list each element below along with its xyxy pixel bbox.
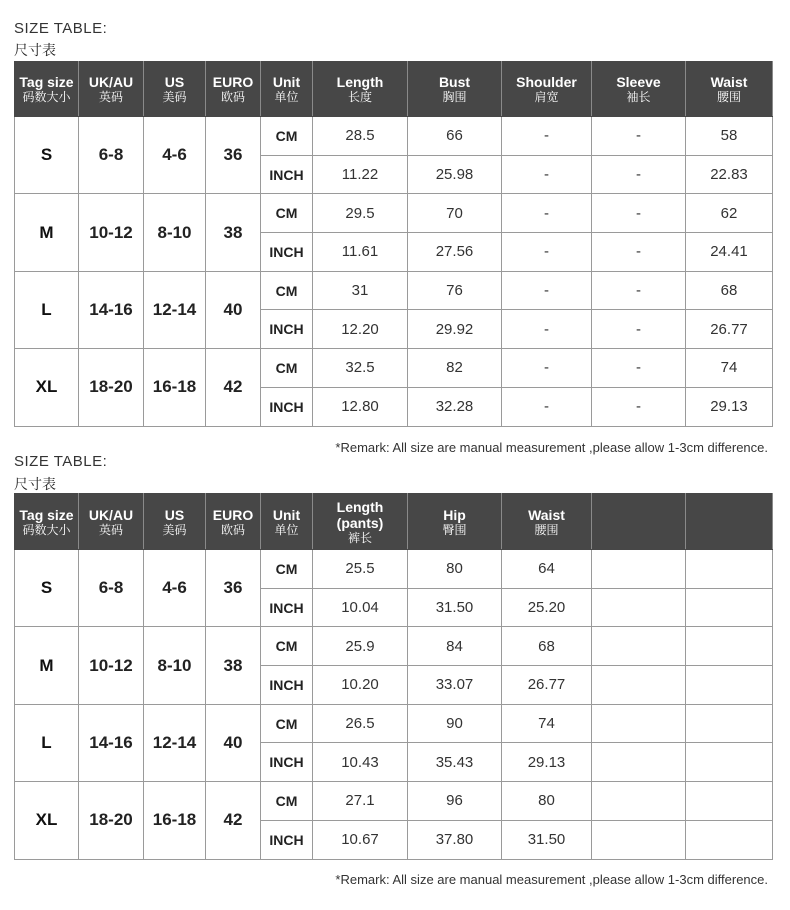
column-header-en: Unit [272,74,301,90]
column-header-en: Bust [438,74,471,90]
euro-cell: 38 [206,627,261,704]
value-cell [592,820,686,859]
column-header [502,62,592,117]
euro-cell: 40 [206,271,261,348]
header-row [15,494,773,550]
column-header-cn: 英码 [98,522,123,537]
column-header-cn: 腰围 [716,90,741,104]
value-cell: - [592,349,686,388]
us-cell: 12-14 [144,271,206,348]
value-cell [686,743,773,782]
value-cell: - [592,155,686,194]
us-cell: 4-6 [144,117,206,194]
us-cell: 8-10 [144,194,206,271]
value-cell: 10.04 [313,588,408,627]
value-cell: - [592,310,686,349]
unit-cell: INCH [261,743,313,782]
column-header [261,62,313,117]
value-cell [592,588,686,627]
column-header-en: EURO [212,74,254,90]
table-row [15,550,773,589]
unit-cell: INCH [261,588,313,627]
value-cell: - [502,271,592,310]
size-table-top [14,61,773,427]
unit-cell: CM [261,194,313,233]
value-cell: 26.77 [502,666,592,705]
uk-au-cell: 10-12 [79,627,144,704]
value-cell [592,704,686,743]
column-header-cn: 裤长 [347,530,372,545]
tag-size-cell: S [15,117,79,194]
table2-remark: *Remark: All size are manual measurement ,please allow 1-3cm difference. [335,872,768,887]
table-row [15,194,773,233]
column-header-cn: 单位 [274,522,299,537]
value-cell [686,704,773,743]
value-cell: - [592,117,686,156]
value-cell: - [502,349,592,388]
column-header-en: Tag size [19,506,74,523]
column-header-en: Tag size [19,74,74,90]
value-cell [686,627,773,666]
unit-cell: INCH [261,387,313,426]
table-body [15,117,773,427]
unit-cell: CM [261,271,313,310]
value-cell: 62 [686,194,773,233]
value-cell: 74 [502,704,592,743]
value-cell: 10.67 [313,820,408,859]
euro-cell: 36 [206,550,261,627]
uk-au-cell: 14-16 [79,704,144,781]
unit-cell: INCH [261,310,313,349]
tag-size-cell: L [15,704,79,781]
value-cell: 58 [686,117,773,156]
unit-cell: INCH [261,155,313,194]
column-header [408,494,502,550]
column-header [144,62,206,117]
euro-cell: 36 [206,117,261,194]
value-cell: 25.98 [408,155,502,194]
euro-cell: 38 [206,194,261,271]
value-cell [592,627,686,666]
table-row [15,271,773,310]
column-header-en: Waist [528,506,565,523]
column-header-cn: 欧码 [220,90,245,104]
euro-cell: 40 [206,704,261,781]
column-header [592,62,686,117]
tag-size-cell: S [15,550,79,627]
column-header-cn: 欧码 [220,522,245,537]
column-header-cn: 腰围 [534,522,559,537]
value-cell: - [502,194,592,233]
value-cell: 29.92 [408,310,502,349]
value-cell: 80 [502,782,592,821]
value-cell: 68 [686,271,773,310]
column-header-en: Length [336,74,384,90]
unit-cell: CM [261,550,313,589]
column-header-cn: 码数大小 [22,90,71,104]
tag-size-cell: XL [15,349,79,426]
value-cell: 68 [502,627,592,666]
value-cell: 25.20 [502,588,592,627]
tag-size-cell: M [15,627,79,704]
column-header-cn: 英码 [98,90,123,104]
value-cell [592,782,686,821]
value-cell: - [592,233,686,272]
column-header [592,494,686,550]
value-cell: 35.43 [408,743,502,782]
value-cell: 32.5 [313,349,408,388]
column-header-en: Length (pants) [336,498,384,531]
column-header-en: Waist [710,74,748,90]
euro-cell: 42 [206,349,261,426]
tag-size-cell: M [15,194,79,271]
value-cell: 29.13 [502,743,592,782]
value-cell: 84 [408,627,502,666]
value-cell: 31.50 [408,588,502,627]
unit-cell: CM [261,117,313,156]
value-cell: 26.77 [686,310,773,349]
column-header [206,62,261,117]
us-cell: 16-18 [144,782,206,859]
value-cell: 27.56 [408,233,502,272]
column-header [313,62,408,117]
size-table-bottom [14,493,773,860]
value-cell: - [502,233,592,272]
column-header-en: Hip [443,506,466,523]
column-header-cn: 臀围 [442,522,467,537]
value-cell: - [502,155,592,194]
value-cell: - [502,310,592,349]
value-cell: 76 [408,271,502,310]
us-cell: 8-10 [144,627,206,704]
table-row [15,117,773,156]
column-header-cn: 美码 [162,522,187,537]
value-cell: 27.1 [313,782,408,821]
column-header [15,494,79,550]
uk-au-cell: 6-8 [79,550,144,627]
uk-au-cell: 10-12 [79,194,144,271]
column-header-cn: 胸围 [442,90,467,104]
euro-cell: 42 [206,782,261,859]
column-header-en: Unit [272,506,301,523]
value-cell [686,588,773,627]
header-row [15,62,773,117]
column-header-cn: 码数大小 [22,522,71,537]
value-cell: 12.80 [313,387,408,426]
value-cell [592,743,686,782]
value-cell: 90 [408,704,502,743]
value-cell: 31 [313,271,408,310]
value-cell: 24.41 [686,233,773,272]
value-cell: 12.20 [313,310,408,349]
table-row [15,704,773,743]
value-cell: - [592,194,686,233]
table1-remark: *Remark: All size are manual measurement ,please allow 1-3cm difference. [335,440,768,455]
column-header [313,494,408,550]
column-header-en: Shoulder [516,74,577,90]
value-cell: 28.5 [313,117,408,156]
unit-cell: CM [261,627,313,666]
value-cell: 22.83 [686,155,773,194]
column-header [79,62,144,117]
column-header [686,62,773,117]
unit-cell: INCH [261,820,313,859]
column-header [144,494,206,550]
uk-au-cell: 18-20 [79,349,144,426]
value-cell: 10.20 [313,666,408,705]
column-header-cn: 单位 [274,90,299,104]
value-cell: 66 [408,117,502,156]
value-cell: 31.50 [502,820,592,859]
us-cell: 16-18 [144,349,206,426]
value-cell: 82 [408,349,502,388]
value-cell: 74 [686,349,773,388]
value-cell: 29.13 [686,387,773,426]
value-cell [686,820,773,859]
table2-title-en: SIZE TABLE: [14,453,108,470]
value-cell: 96 [408,782,502,821]
table2-title-cn: 尺寸表 [14,476,56,492]
value-cell [686,666,773,705]
column-header-en: UK/AU [88,506,134,523]
column-header-en: US [164,506,185,523]
column-header [502,494,592,550]
value-cell: 26.5 [313,704,408,743]
value-cell: 70 [408,194,502,233]
column-header [79,494,144,550]
column-header-en: Sleeve [616,74,661,90]
value-cell: 25.9 [313,627,408,666]
value-cell [592,666,686,705]
value-cell [686,782,773,821]
uk-au-cell: 6-8 [79,117,144,194]
tag-size-cell: L [15,271,79,348]
value-cell: - [502,117,592,156]
column-header-en: EURO [212,506,254,523]
table1-title-en: SIZE TABLE: [14,20,108,37]
value-cell: 10.43 [313,743,408,782]
value-cell: - [502,387,592,426]
column-header [261,494,313,550]
column-header [408,62,502,117]
unit-cell: CM [261,704,313,743]
uk-au-cell: 18-20 [79,782,144,859]
column-header-cn: 肩宽 [534,90,559,104]
column-header-en: US [164,74,185,90]
unit-cell: CM [261,782,313,821]
value-cell: 32.28 [408,387,502,426]
value-cell: 11.61 [313,233,408,272]
table-row [15,627,773,666]
table-body [15,550,773,860]
value-cell: 64 [502,550,592,589]
column-header [686,494,773,550]
value-cell [686,550,773,589]
us-cell: 12-14 [144,704,206,781]
value-cell: 80 [408,550,502,589]
column-header-cn: 美码 [162,90,187,104]
unit-cell: CM [261,349,313,388]
table1-title-cn: 尺寸表 [14,42,56,58]
column-header [15,62,79,117]
value-cell: 33.07 [408,666,502,705]
value-cell: 37.80 [408,820,502,859]
value-cell: - [592,271,686,310]
uk-au-cell: 14-16 [79,271,144,348]
us-cell: 4-6 [144,550,206,627]
value-cell: 11.22 [313,155,408,194]
unit-cell: INCH [261,233,313,272]
unit-cell: INCH [261,666,313,705]
table-row [15,782,773,821]
value-cell: - [592,387,686,426]
value-cell: 25.5 [313,550,408,589]
table-row [15,349,773,388]
value-cell: 29.5 [313,194,408,233]
column-header-cn: 袖长 [626,90,651,104]
column-header-en: UK/AU [88,74,134,90]
value-cell [592,550,686,589]
column-header-cn: 长度 [347,90,372,104]
tag-size-cell: XL [15,782,79,859]
column-header [206,494,261,550]
